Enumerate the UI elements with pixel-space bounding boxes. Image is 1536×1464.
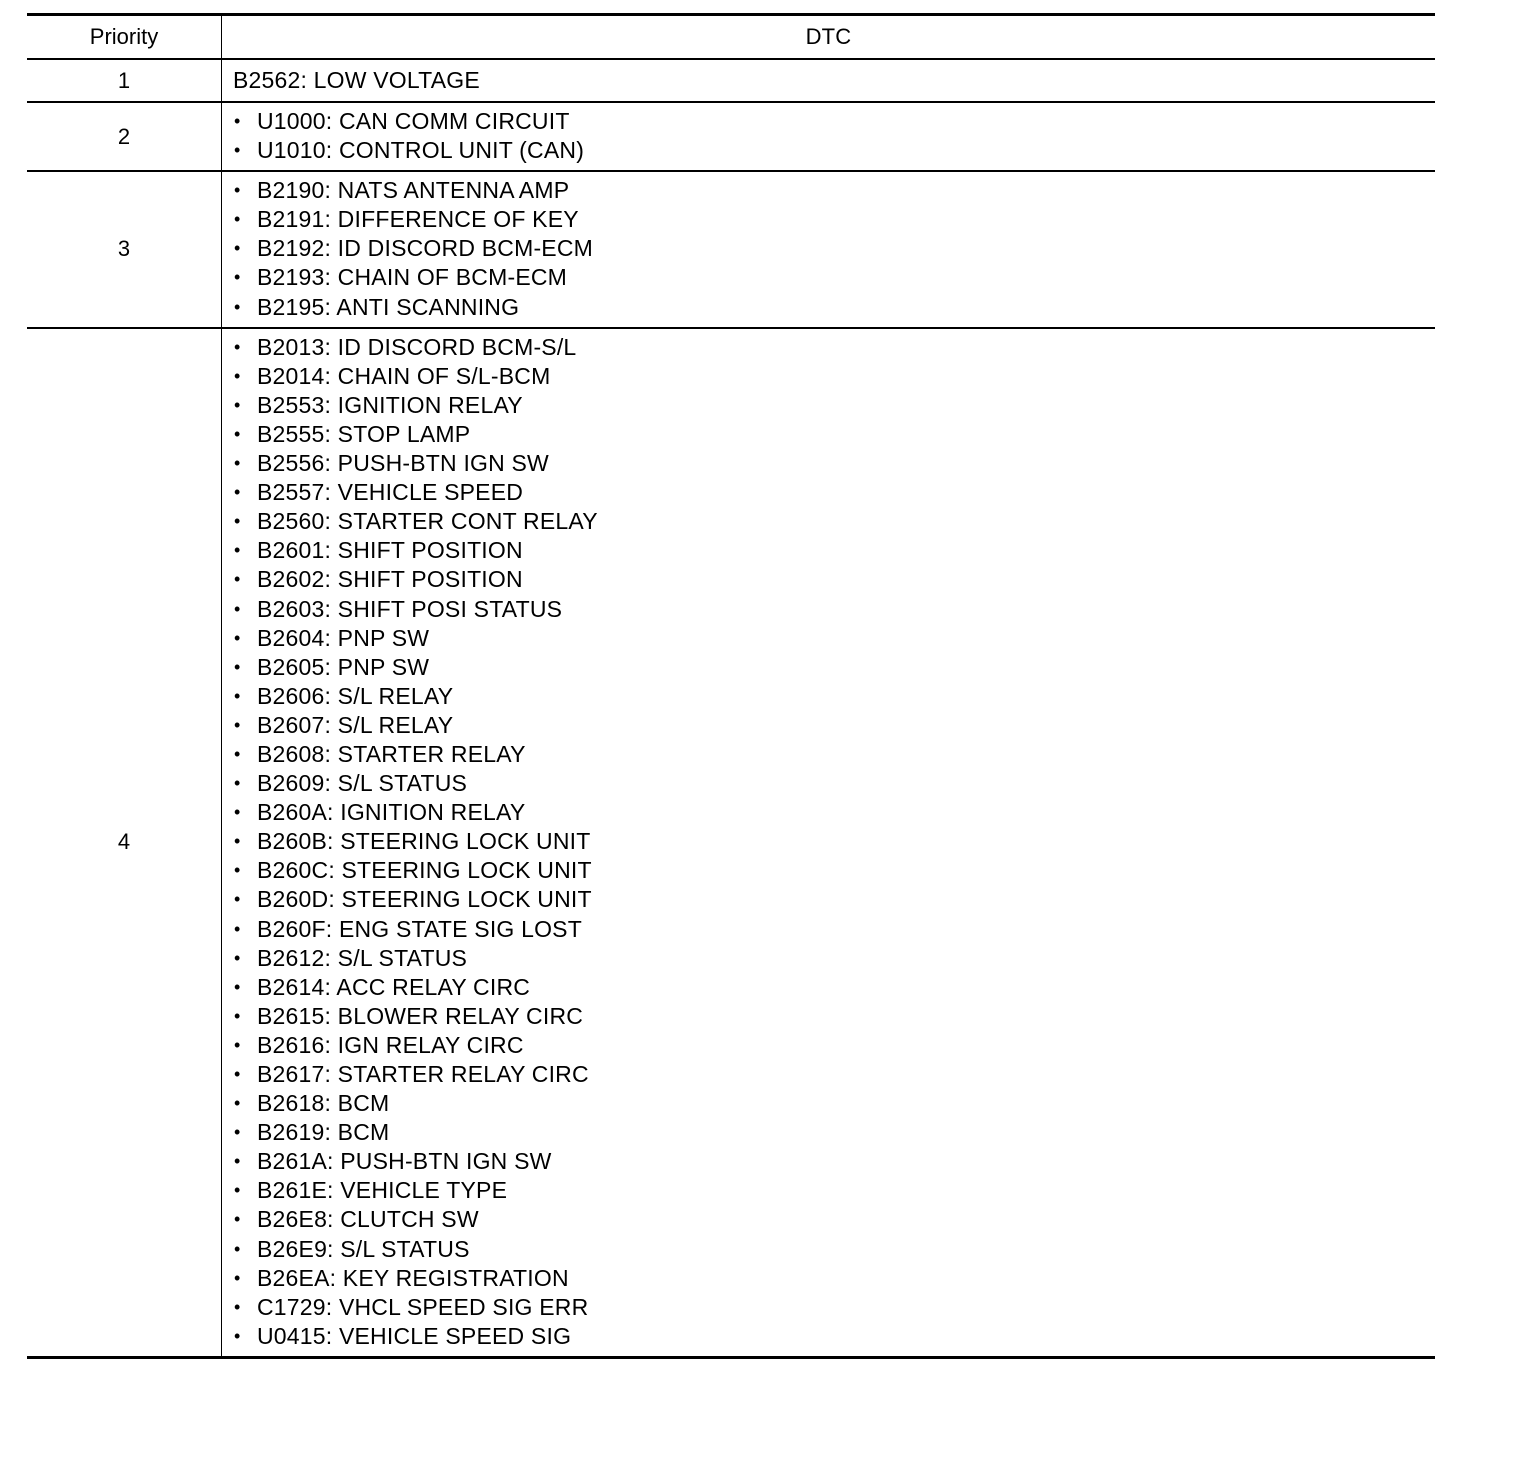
bullet-icon: • xyxy=(234,1296,241,1317)
dtc-code-text: B2614: ACC RELAY CIRC xyxy=(257,973,531,1000)
dtc-cell xyxy=(222,172,1435,326)
bullet-icon: • xyxy=(234,656,241,677)
dtc-code-text: B2619: BCM xyxy=(257,1119,390,1146)
bullet-icon: • xyxy=(234,743,241,764)
table-row xyxy=(27,58,1435,101)
list-item xyxy=(233,682,1435,711)
dtc-list xyxy=(222,172,1435,326)
list-item xyxy=(233,1002,1435,1031)
dtc-code-text: B260D: STEERING LOCK UNIT xyxy=(257,886,592,913)
bullet-icon: • xyxy=(234,267,241,288)
dtc-code-text: C1729: VHCL SPEED SIG ERR xyxy=(257,1293,589,1320)
list-item xyxy=(233,1147,1435,1176)
dtc-code-text: B2192: ID DISCORD BCM-ECM xyxy=(257,235,594,262)
list-item xyxy=(233,624,1435,653)
list-item xyxy=(233,595,1435,624)
dtc-code-text: B2615: BLOWER RELAY CIRC xyxy=(257,1002,584,1029)
dtc-code-text: B260B: STEERING LOCK UNIT xyxy=(257,828,591,855)
bullet-icon: • xyxy=(234,1209,241,1230)
bullet-icon: • xyxy=(234,482,241,503)
dtc-code-text: B2604: PNP SW xyxy=(257,624,430,651)
dtc-code-text: B2190: NATS ANTENNA AMP xyxy=(257,177,570,204)
dtc-code-text: B2556: PUSH-BTN IGN SW xyxy=(257,450,549,477)
bullet-icon: • xyxy=(234,1267,241,1288)
bullet-icon: • xyxy=(234,209,241,230)
bullet-icon: • xyxy=(234,569,241,590)
priority-cell: 3 xyxy=(27,172,222,326)
dtc-code-text: B2602: SHIFT POSITION xyxy=(257,566,523,593)
dtc-code-text: B2013: ID DISCORD BCM-S/L xyxy=(257,333,577,360)
bullet-icon: • xyxy=(234,453,241,474)
dtc-cell xyxy=(222,329,1435,1356)
dtc-code-text: B2603: SHIFT POSI STATUS xyxy=(257,595,563,622)
priority-column-header: Priority xyxy=(27,16,222,58)
dtc-cell xyxy=(222,103,1435,170)
list-item xyxy=(233,507,1435,536)
bullet-icon: • xyxy=(234,296,241,317)
table-header-row xyxy=(27,16,1435,58)
dtc-code-text: B260A: IGNITION RELAY xyxy=(257,799,526,826)
dtc-list xyxy=(222,103,1435,170)
dtc-column-header: DTC xyxy=(805,24,852,49)
bullet-icon: • xyxy=(234,714,241,735)
list-item xyxy=(233,769,1435,798)
list-item xyxy=(233,973,1435,1002)
list-item xyxy=(233,653,1435,682)
list-item xyxy=(233,333,1435,362)
list-item xyxy=(233,1293,1435,1322)
bullet-icon: • xyxy=(234,1238,241,1259)
bullet-icon: • xyxy=(234,394,241,415)
dtc-code-text: B2609: S/L STATUS xyxy=(257,770,468,797)
list-item xyxy=(233,420,1435,449)
list-item xyxy=(233,1089,1435,1118)
bullet-icon: • xyxy=(234,1005,241,1026)
bullet-icon: • xyxy=(234,1093,241,1114)
bullet-icon: • xyxy=(234,685,241,706)
list-item xyxy=(233,1205,1435,1234)
dtc-code-text: B2608: STARTER RELAY xyxy=(257,740,526,767)
dtc-code-text: B26EA: KEY REGISTRATION xyxy=(257,1264,569,1291)
bullet-icon: • xyxy=(234,598,241,619)
bullet-icon: • xyxy=(234,1064,241,1084)
dtc-code-text: B260F: ENG STATE SIG LOST xyxy=(257,915,582,942)
list-item xyxy=(233,1031,1435,1060)
list-item xyxy=(233,1176,1435,1205)
list-item xyxy=(233,362,1435,391)
dtc-code-text: B2605: PNP SW xyxy=(257,653,430,680)
list-item xyxy=(233,478,1435,507)
priority-cell: 2 xyxy=(27,103,222,170)
bullet-icon: • xyxy=(234,365,241,386)
list-item xyxy=(233,798,1435,827)
bullet-icon: • xyxy=(234,627,241,648)
list-item xyxy=(233,176,1435,205)
list-item xyxy=(233,827,1435,856)
bullet-icon: • xyxy=(234,889,241,910)
bullet-icon: • xyxy=(234,802,241,823)
bullet-icon: • xyxy=(234,111,241,131)
bullet-icon: • xyxy=(234,1122,241,1143)
table-row xyxy=(27,101,1435,170)
list-item xyxy=(233,1322,1435,1351)
list-item xyxy=(233,1060,1435,1089)
dtc-code-text: B2555: STOP LAMP xyxy=(257,420,471,447)
list-item xyxy=(233,915,1435,944)
list-item xyxy=(233,885,1435,914)
dtc-list xyxy=(222,329,1435,1356)
list-item xyxy=(233,536,1435,565)
dtc-priority-table xyxy=(27,13,1435,1359)
dtc-code-text: B2617: STARTER RELAY CIRC xyxy=(257,1061,589,1087)
list-item xyxy=(233,1264,1435,1293)
list-item xyxy=(233,205,1435,234)
dtc-code-text: U1010: CONTROL UNIT (CAN) xyxy=(257,137,585,164)
list-item xyxy=(233,449,1435,478)
dtc-code-text: B261E: VEHICLE TYPE xyxy=(257,1177,508,1204)
dtc-code-text: B2191: DIFFERENCE OF KEY xyxy=(257,206,579,233)
priority-cell: 1 xyxy=(27,60,222,101)
dtc-code-text: B2618: BCM xyxy=(257,1090,390,1117)
dtc-code-text: B2616: IGN RELAY CIRC xyxy=(257,1031,524,1058)
dtc-code-text: B2601: SHIFT POSITION xyxy=(257,537,523,564)
dtc-code-text: B2014: CHAIN OF S/L-BCM xyxy=(257,362,551,389)
dtc-code-text: B26E8: CLUTCH SW xyxy=(257,1206,479,1233)
bullet-icon: • xyxy=(234,918,241,939)
list-item xyxy=(233,711,1435,740)
list-item xyxy=(233,107,1435,136)
bullet-icon: • xyxy=(234,1151,241,1172)
dtc-code-text: B2607: S/L RELAY xyxy=(257,711,454,738)
list-item xyxy=(233,293,1435,322)
dtc-code-text: B260C: STEERING LOCK UNIT xyxy=(257,857,592,884)
bullet-icon: • xyxy=(234,511,241,532)
list-item xyxy=(233,565,1435,594)
table-body xyxy=(27,58,1435,1356)
bullet-icon: • xyxy=(234,976,241,997)
dtc-code-text: B261A: PUSH-BTN IGN SW xyxy=(257,1148,552,1175)
table-row xyxy=(27,170,1435,326)
dtc-code-text: B2193: CHAIN OF BCM-ECM xyxy=(257,264,568,291)
list-item xyxy=(233,136,1435,165)
list-item xyxy=(233,944,1435,973)
bullet-icon: • xyxy=(234,336,241,357)
list-item xyxy=(233,1235,1435,1264)
dtc-code-text: B2606: S/L RELAY xyxy=(257,682,454,709)
bullet-icon: • xyxy=(234,1180,241,1201)
table-row xyxy=(27,327,1435,1356)
bullet-icon: • xyxy=(234,860,241,881)
dtc-code-text: B26E9: S/L STATUS xyxy=(257,1235,470,1262)
dtc-code-text: B2553: IGNITION RELAY xyxy=(257,391,523,418)
dtc-code-text: B2560: STARTER CONT RELAY xyxy=(257,508,598,535)
bullet-icon: • xyxy=(234,947,241,968)
bullet-icon: • xyxy=(234,773,241,794)
list-item xyxy=(233,263,1435,292)
dtc-code-text: U1000: CAN COMM CIRCUIT xyxy=(257,108,570,134)
bullet-icon: • xyxy=(234,238,241,259)
priority-cell: 4 xyxy=(27,329,222,1356)
list-item xyxy=(233,1118,1435,1147)
bullet-icon: • xyxy=(234,180,241,201)
dtc-code-text: B2195: ANTI SCANNING xyxy=(257,293,520,320)
dtc-code-text: B2612: S/L STATUS xyxy=(257,944,468,971)
list-item xyxy=(233,740,1435,769)
list-item xyxy=(233,856,1435,885)
bullet-icon: • xyxy=(234,540,241,561)
list-item xyxy=(233,391,1435,420)
dtc-code-text: B2562: LOW VOLTAGE xyxy=(233,67,480,93)
dtc-code-text: U0415: VEHICLE SPEED SIG xyxy=(257,1322,572,1349)
bullet-icon: • xyxy=(234,831,241,852)
dtc-cell xyxy=(222,60,1435,101)
bullet-icon: • xyxy=(234,1034,241,1055)
list-item xyxy=(233,234,1435,263)
dtc-code-text: B2557: VEHICLE SPEED xyxy=(257,479,524,506)
bullet-icon: • xyxy=(234,140,241,161)
bullet-icon: • xyxy=(234,423,241,444)
bullet-icon: • xyxy=(234,1325,241,1346)
